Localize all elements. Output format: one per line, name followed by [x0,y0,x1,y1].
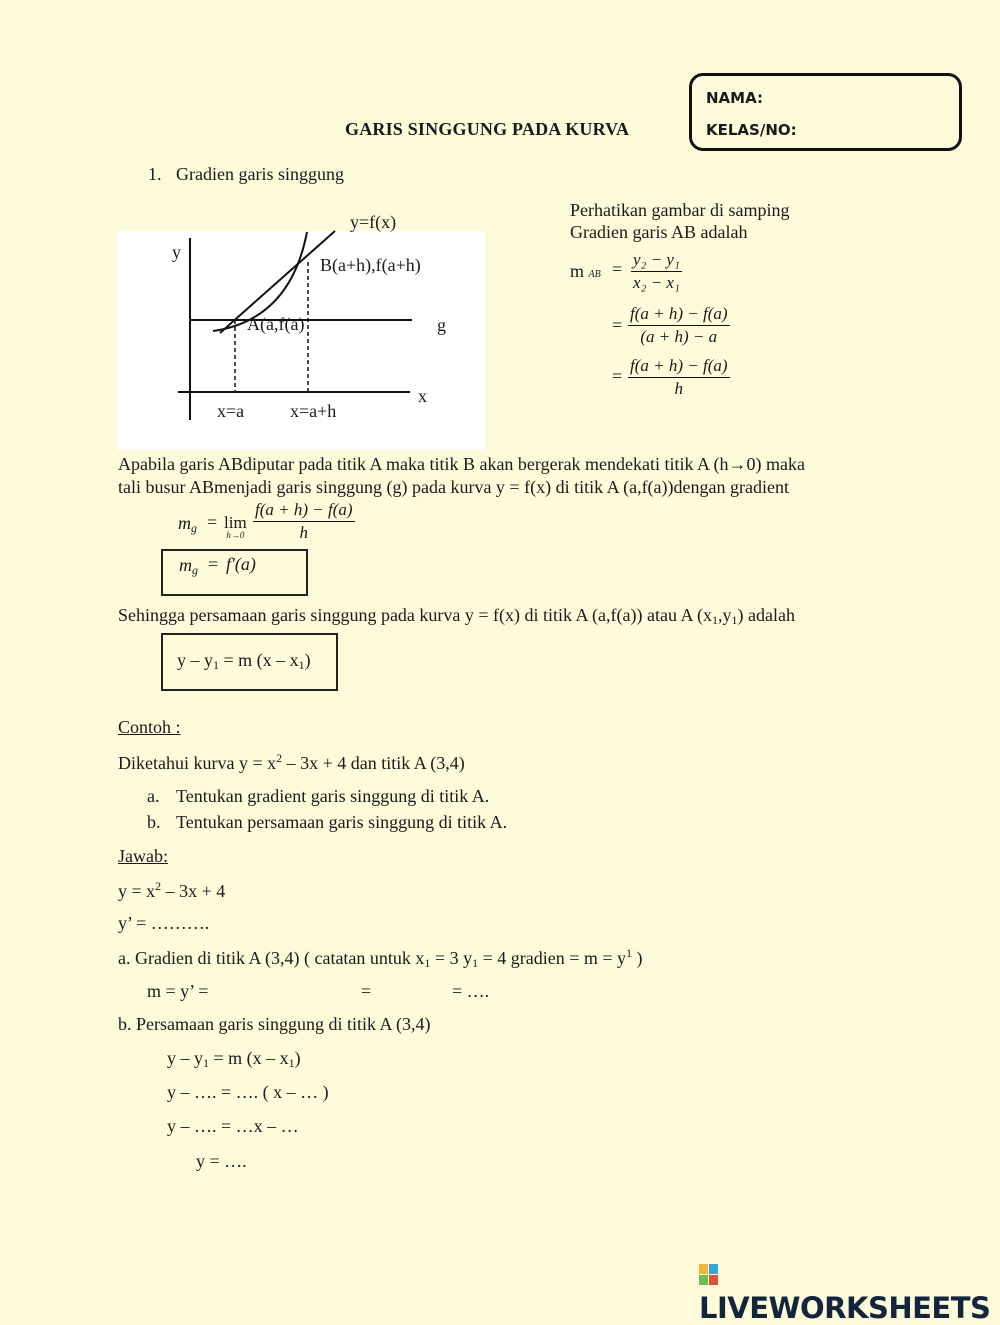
fraction-1 [631,250,682,293]
box-mg: $m_g$ [179,555,198,577]
section-number: 1. [148,164,162,184]
limit-num: f(a + h) − f(a) [255,500,353,519]
eq-sign-3: = [612,366,623,386]
limit-den: h [253,521,355,543]
m-line-c: = …. [452,981,490,1001]
section-heading: Gradien garis singgung [176,164,344,184]
question-b: Tentukan persamaan garis singgung di titik A. [176,812,508,832]
explain-line-2: tali busur ABmenjadi garis singgung (g) pada kurva y = f(x) di titik A (a,f(a))dengan gradient [118,477,789,497]
answer-heading: Jawab: [118,846,168,866]
fraction-1-num: y₂ − y₁ [633,250,680,269]
lim-eq: = [207,512,218,532]
answer-b3: y – …. = …x – … [167,1116,299,1136]
eq-sign-1: = [612,259,623,279]
derivative-box [161,549,308,596]
explain-line-1: Apabila garis ABdiputar pada titik A maka titik B akan bergerak mendekati titik A (h→0) maka [118,454,806,474]
fraction-3-num: f(a + h) − f(a) [630,356,728,375]
eq-sign-2: = [612,315,623,335]
liveworksheets-logo [699,1257,1000,1325]
fraction-1-den: x₂ − x₁ [633,273,680,292]
x-axis-label: x [418,386,427,406]
answer-a-line: a. Gradien di titik A (3,4) ( catatan untuk $x_1 = 3$ $y_1 = 4$ gradien = $m = y^1$ ) [118,946,643,970]
m-ab-label: m AB [570,261,601,281]
answer-b2: y – …. = …. ( x – … ) [167,1082,329,1102]
fraction-2-num: f(a + h) − f(a) [630,304,728,323]
fraction-2-den: (a + h) − a [628,325,730,347]
page-title: GARIS SINGGUNG PADA KURVA [345,119,630,139]
answer-b-line: b. Persamaan garis singgung di titik A (3,4) [118,1014,431,1034]
question-b-letter: b. [147,812,161,832]
fraction-2 [628,304,730,347]
question-a: Tentukan gradient garis singgung di titik A. [176,786,490,806]
answer-derivative: y’ = ………. [118,913,210,933]
box-eq: = [208,554,219,574]
example-heading: Contoh : [118,717,181,737]
answer-b4: y = …. [196,1151,247,1171]
answer-b1: $y - y_1 = m$ $(x - x_1)$ [167,1048,301,1070]
m-line-a: m = y’ = [147,981,209,1001]
tangent-equation-box [161,633,338,691]
point-a-label: A(a,f(a) [247,314,305,334]
box-rhs: f'(a) [226,554,256,574]
logo-icon [699,1264,719,1286]
answer-function: $y = x^2 - 3x + 4$ [118,879,226,901]
x-ah-label: x=a+h [290,401,337,421]
kelas-label: KELAS/NO: [706,121,797,139]
limit-fraction [253,500,355,543]
side-line-1: Perhatikan gambar di samping [570,200,790,220]
tangent-equation: $y - y_1 = m$ $(x - x_1)$ [177,650,311,672]
fraction-3 [628,356,730,399]
x-a-label: x=a [217,401,245,421]
nama-label: NAMA: [706,89,763,107]
question-a-letter: a. [147,786,160,806]
example-given: Diketahui kurva $y = x^2 - 3x + 4$ dan titik A (3,4) [118,751,465,773]
y-axis-label: y [172,242,181,262]
m-line-b: = [361,981,372,1001]
mg-label: $m_g$ [178,513,197,535]
logo-text: LIVEWORKSHEETS [699,1291,991,1325]
curve-label: y=f(x) [350,212,397,232]
side-line-2: Gradien garis AB adalah [570,222,748,242]
lim-operator: lim h→0 [224,513,247,540]
tangent-line-text: Sehingga persamaan garis singgung pada kurva y = f(x) di titik A (a,f(a)) atau A $(x_1,y_1)$ adalah [118,605,795,627]
point-b-label: B(a+h),f(a+h) [320,255,421,275]
line-g-label: g [437,315,446,335]
fraction-3-den: h [628,377,730,399]
